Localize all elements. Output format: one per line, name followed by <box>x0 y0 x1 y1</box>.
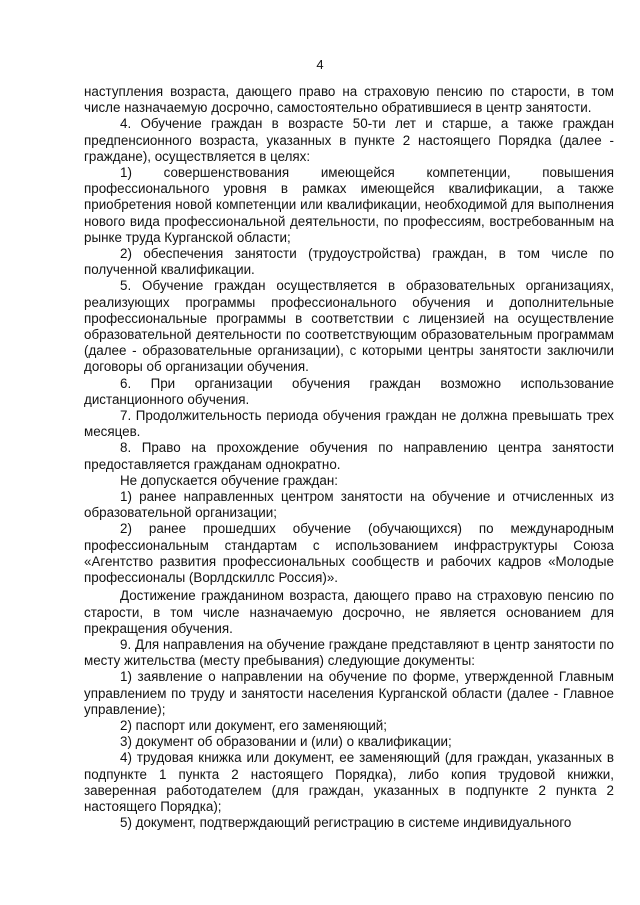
paragraph: 5. Обучение граждан осуществляется в образовательных организациях, реализующих программы профессионального обучения и дополнительные профессиональные программы в соответствии с лицензией на осуществление образовательной деятельности по соответствующим образовательным программам (далее - образовательные организации), с которыми центры занятости заключили договоры об организации обучения. <box>84 278 614 375</box>
paragraph: 7. Продолжительность периода обучения граждан не должна превышать трех месяцев. <box>84 408 614 440</box>
paragraph: 2) паспорт или документ, его заменяющий; <box>120 717 388 733</box>
paragraph: 4. Обучение граждан в возрасте 50-ти лет и старше, а также граждан предпенсионного возраста, указанных в пункте 2 настоящего Порядка (далее - граждане), осуществляется в целях: <box>84 116 614 164</box>
paragraph: 6. При организации обучения граждан возможно использование дистанционного обучения. <box>84 375 614 407</box>
document-body <box>84 84 614 831</box>
paragraph: 1) совершенствования имеющейся компетенции, повышения профессионального уровня в рамках имеющейся квалификации, а также приобретения новой компетенции или квалификации, необходимой для выполнения нового вида профессиональной деятельности, по профессиям, востребованным на рынке труда Курганской области; <box>84 165 614 245</box>
paragraph: наступления возраста, дающего право на страховую пенсию по старости, в том числе назначаемую досрочно, самостоятельно обратившиеся в центр занятости. <box>84 84 614 116</box>
paragraph: 3) документ об образовании и (или) о квалификации; <box>120 734 452 750</box>
paragraph: 9. Для направления на обучение граждане представляют в центр занятости по месту жительства (месту пребывания) следующие документы: <box>84 636 614 669</box>
paragraph: 8. Право на прохождение обучения по направлению центра занятости предоставляется гражданам однократно. <box>84 440 614 472</box>
paragraph: Не допускается обучение граждан: <box>120 472 338 488</box>
paragraph: Достижение гражданином возраста, дающего право на страховую пенсию по старости, в том числе назначаемую досрочно, не является основанием для прекращения обучения. <box>84 588 614 636</box>
paragraph: 5) документ, подтверждающий регистрацию в системе индивидуального <box>120 815 572 831</box>
paragraph: 2) обеспечения занятости (трудоустройства) граждан, в том числе по полученной квалификации. <box>84 246 614 278</box>
paragraph: 4) трудовая книжка или документ, ее заменяющий (для граждан, указанных в подпункте 1 пункта 2 настоящего Порядка), либо копия трудовой книжки, заверенная работодателем (для граждан, указанных в подпункте 2 пункта 2 настоящего Порядка); <box>84 750 614 814</box>
paragraph: 2) ранее прошедших обучение (обучающихся) по международным профессиональным стандартам с использованием инфраструктуры Союза «Агентство развития профессиональных сообществ и рабочих кадров «Молодые профессионалы (Ворлдскиллс Россия)». <box>84 521 614 586</box>
paragraph: 1) заявление о направлении на обучение по форме, утвержденной Главным управлением по труду и занятости населения Курганской области (далее - Главное управление); <box>84 669 614 717</box>
paragraph: 1) ранее направленных центром занятости на обучение и отчисленных из образовательной организации; <box>84 489 614 521</box>
page-number: 4 <box>316 57 324 72</box>
